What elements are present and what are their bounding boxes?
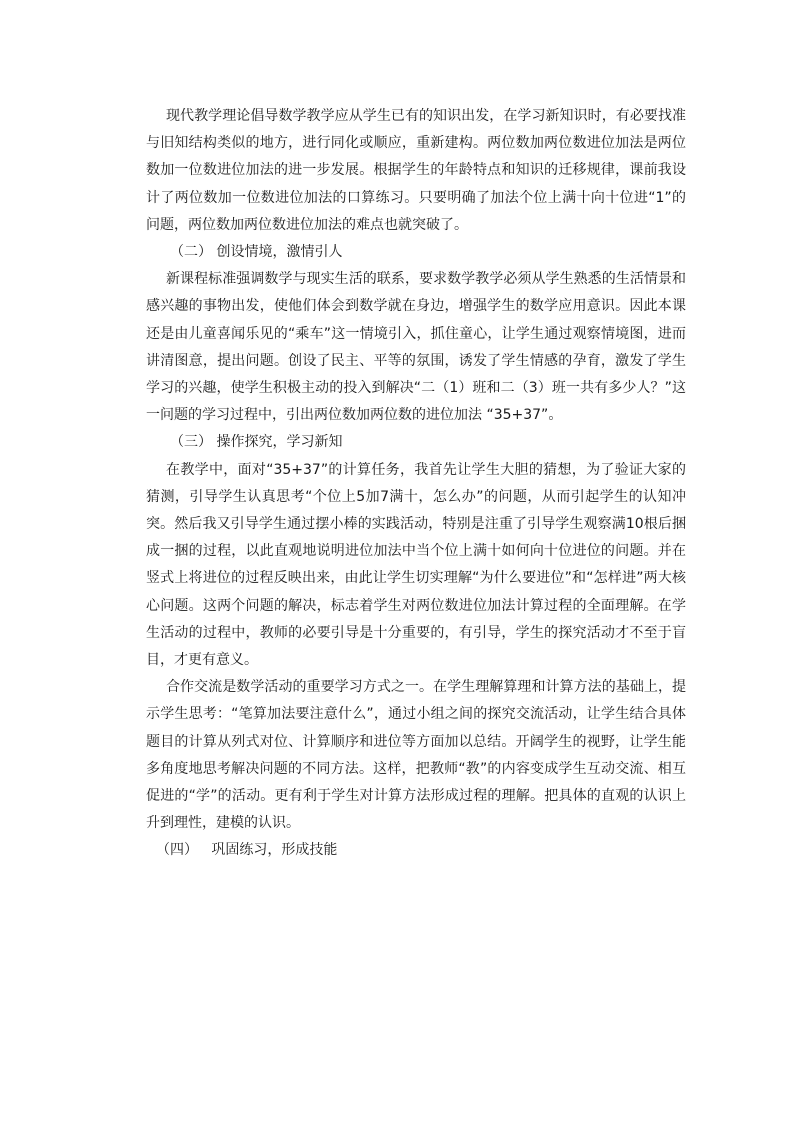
section-heading-4: （四） 巩固练习，形成技能 — [156, 842, 338, 859]
paragraph-intro: 现代教学理论倡导数学教学应从学生已有的知识出发，在学习新知识时，有必要找准与旧知结构类似的地方，进行同化或顺应，重新建构。两位数加两位数进位加法是两位数加一位数进位加法的进一步发展。根据学生的年龄特点和知识的迁移规律，课前我设计了两位数加一位数进位加法的口算练习。只要明确了加法个位上满十向十位进“1”的问题，两位数加两位数进位加法的难点也就突破了。 — [146, 108, 686, 233]
paragraph-exploration: 在教学中，面对“35+37”的计算任务，我首先让学生大胆的猜想，为了验证大家的猜测，引导学生认真思考“个位上5加7满十，怎么办”的问题，从而引起学生的认知冲突。然后我又引导学生通过摆小棒的实践活动，特别是注重了引导学生观察满10根后捆成一捆的过程，以此直观地说明进位加法中当个位上满十如何向十位进位的问题。并在竖式上将进位的过程反映出来，由此让学生切实理解“为什么要进位”和“怎样进”两大核心问题。这两个问题的解决，标志着学生对两位数进位加法计算过程的全面理解。在学生活动的过程中，教师的必要引导是十分重要的，有引导，学生的探究活动才不至于盲目，才更有意义。 — [146, 461, 686, 669]
paragraph-situation: 新课程标准强调数学与现实生活的联系，要求数学教学必须从学生熟悉的生活情景和感兴趣的事物出发，使他们体会到数学就在身边，增强学生的数学应用意识。因此本课还是由儿童喜闻乐见的“乘车”这一情境引入，抓住童心，让学生通过观察情境图，进而讲清图意，提出问题。创设了民主、平等的氛围，诱发了学生情感的孕育，激发了学生学习的兴趣，使学生积极主动的投入到解决“二（1）班和二（3）班一共有多少人？”这一问题的学习过程中，引出两位数加两位数的进位加法 “35+37”。 — [146, 271, 686, 424]
paragraph-cooperation: 合作交流是数学活动的重要学习方式之一。在学生理解算理和计算方法的基础上，提示学生思考：“笔算加法要注意什么”，通过小组之间的探究交流活动，让学生结合具体题目的计算从列式对位、计算顺序和进位等方面加以总结。开阔学生的视野，让学生能多角度地思考解决问题的不同方法。这样，把教师“教”的内容变成学生互动交流、相互促进的“学”的活动。更有利于学生对计算方法形成过程的理解。把具体的直观的认识上升到理性，建模的认识。 — [146, 679, 686, 832]
section-heading-2: （二） 创设情境，激情引人 — [170, 244, 343, 261]
section-heading-3: （三） 操作探究，学习新知 — [170, 434, 343, 451]
document-body — [146, 103, 686, 865]
